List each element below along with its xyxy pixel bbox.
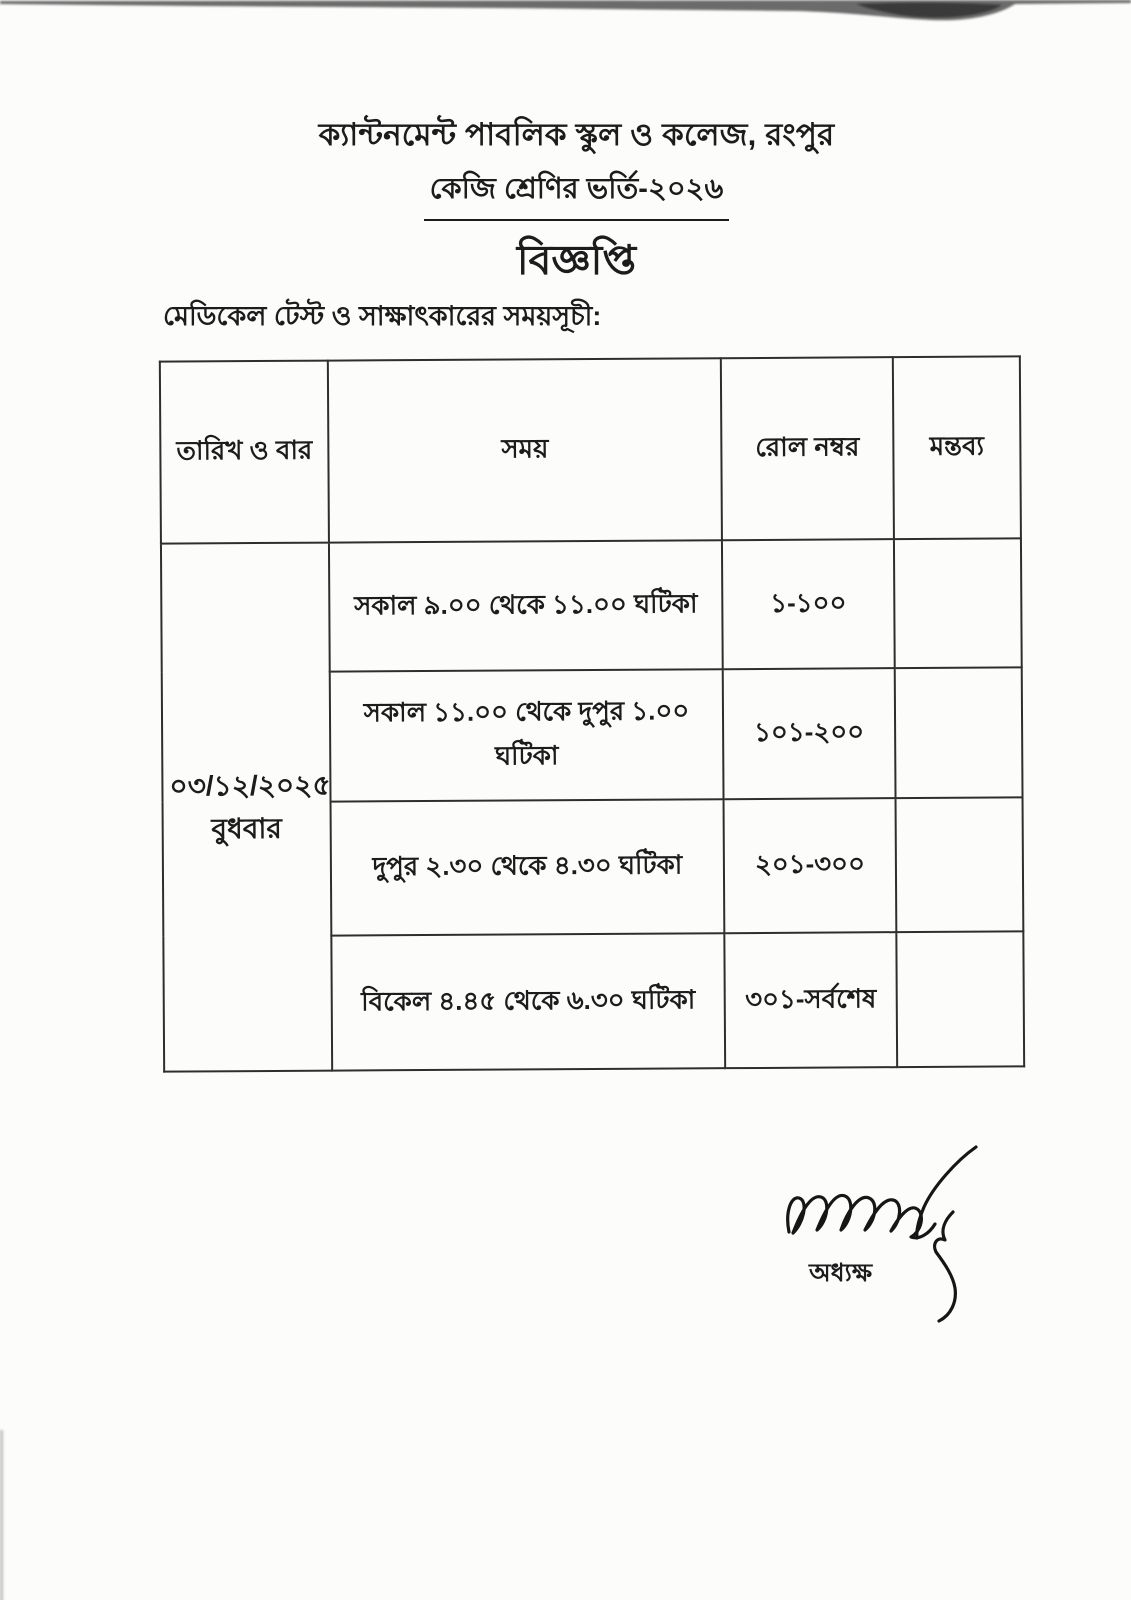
document-header — [11, 116, 1131, 298]
time-cell: সকাল ১১.০০ থেকে দুপুর ১.০০ ঘটিকা — [330, 669, 724, 801]
roll-cell: ১০১-২০০ — [723, 668, 896, 799]
admission-title-underlined: কেজি শ্রেণির ভর্তি-২০২৬ — [424, 166, 730, 221]
remarks-cell — [896, 931, 1024, 1067]
roll-cell: ১-১০০ — [722, 539, 895, 669]
header-date-day: তারিখ ও বার — [160, 361, 329, 544]
day-value: বুধবার — [211, 812, 282, 845]
schedule-caption: মেডিকেল টেস্ট ও সাক্ষাৎকারের সময়সূচী: — [163, 301, 602, 331]
header-roll: রোল নম্বর — [721, 357, 894, 540]
schedule-table — [159, 355, 1025, 1072]
remarks-cell — [895, 667, 1023, 798]
scan-smudge-left-edge — [0, 1430, 3, 1600]
header-time: সময় — [328, 358, 722, 542]
remarks-cell — [896, 797, 1024, 932]
time-cell: সকাল ৯.০০ থেকে ১১.০০ ঘটিকা — [329, 540, 723, 671]
roll-cell: ২০১-৩০০ — [724, 798, 897, 933]
scan-smudge-top — [0, 0, 1131, 30]
school-name: ক্যান্টনমেন্ট পাবলিক স্কুল ও কলেজ, রংপুর — [318, 117, 835, 152]
date-day-cell — [161, 543, 332, 1072]
signature-scribble-icon — [775, 1130, 995, 1330]
signatory-designation: অধ্যক্ষ — [809, 1259, 873, 1287]
roll-cell: ৩০১-সর্বশেষ — [724, 932, 897, 1068]
table-row — [161, 538, 1022, 672]
header-remarks: মন্তব্য — [893, 356, 1021, 539]
time-cell: বিকেল ৪.৪৫ থেকে ৬.৩০ ঘটিকা — [331, 933, 725, 1070]
table-header-row — [160, 356, 1021, 543]
remarks-cell — [894, 538, 1022, 668]
notice-heading: বিজ্ঞপ্তি — [516, 236, 637, 283]
time-cell: দুপুর ২.৩০ থেকে ৪.৩০ ঘটিকা — [331, 799, 725, 935]
date-value: ০৩/১২/২০২৫ — [169, 769, 331, 802]
